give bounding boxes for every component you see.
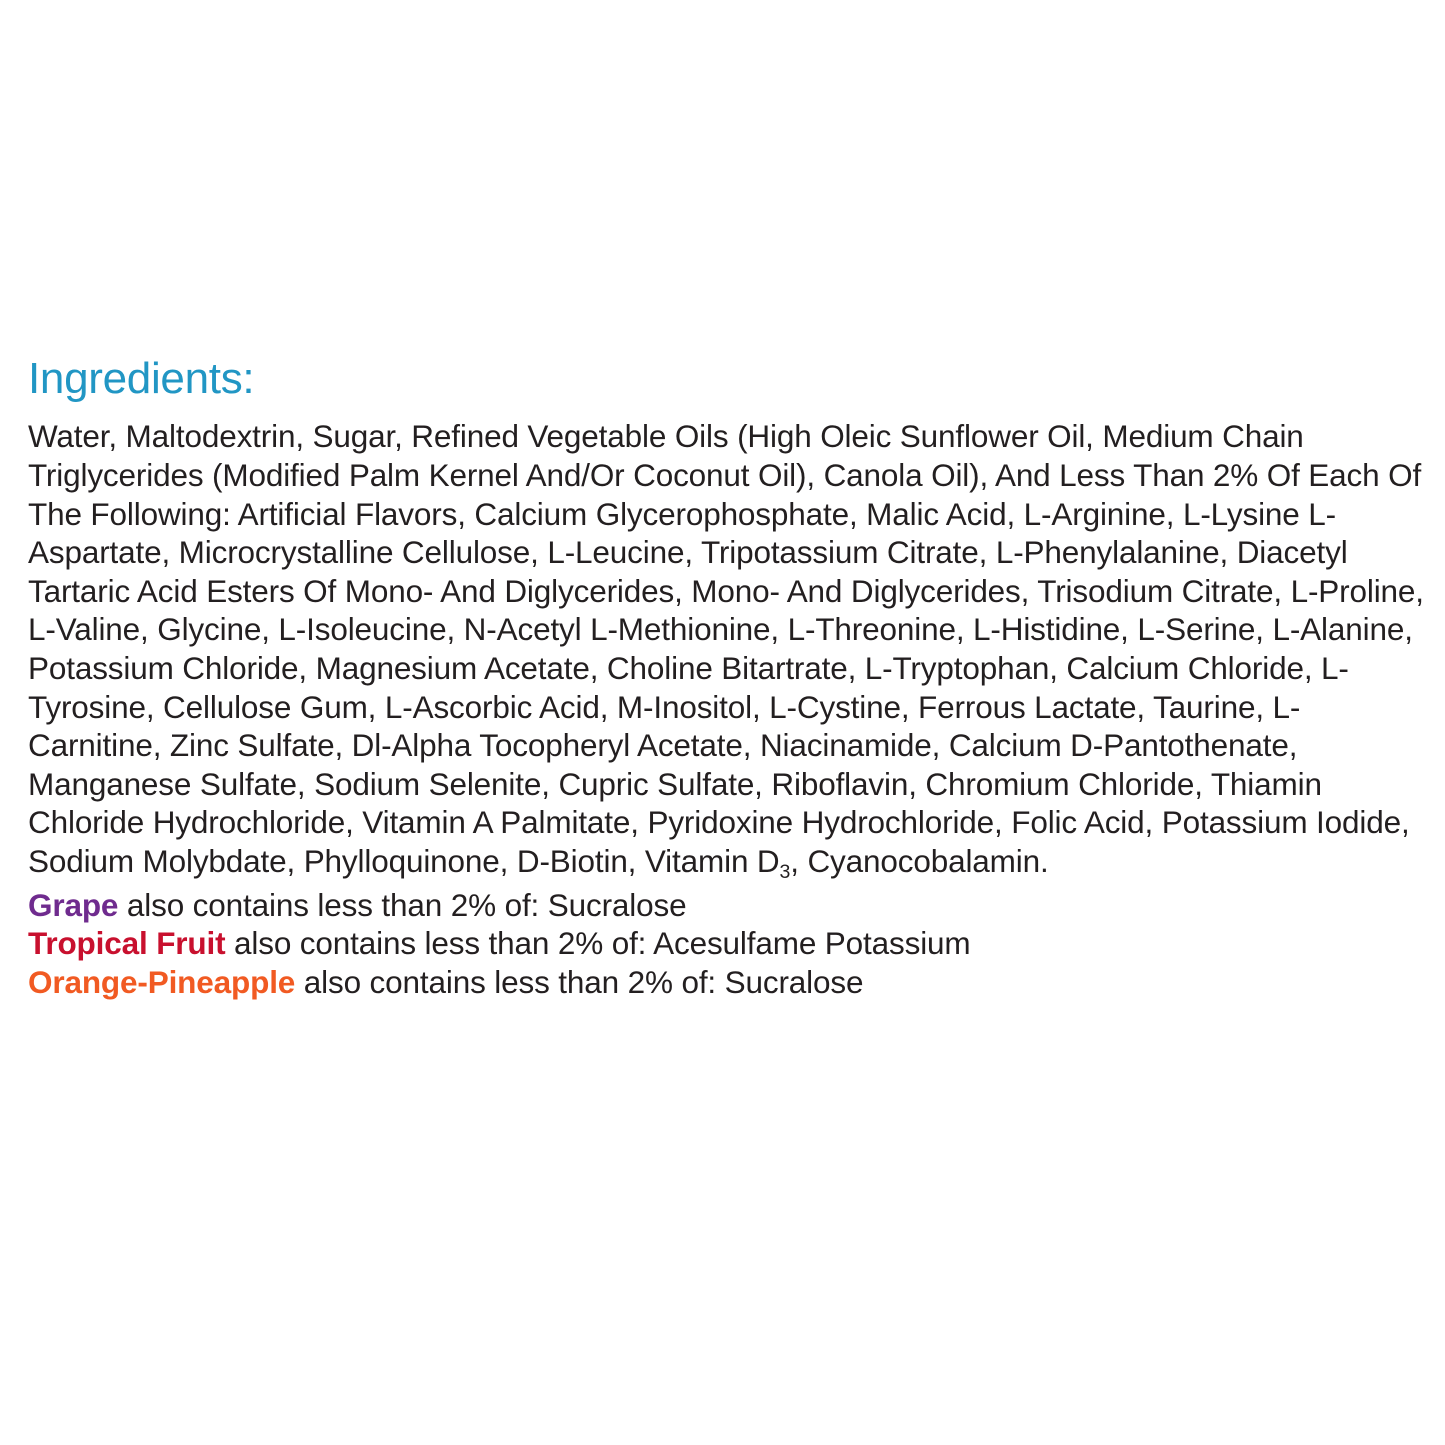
flavor-note-orange-pineapple	[28, 963, 1428, 1002]
flavor-note-grape	[28, 886, 1428, 925]
page-title: Ingredients:	[28, 354, 255, 403]
ingredients-text-part-2: , Cyanocobalamin.	[790, 842, 1049, 879]
flavor-name-grape: Grape	[28, 886, 119, 923]
flavor-note-text-orange-pineapple: also contains less than 2% of: Sucralose	[295, 963, 864, 1000]
vitamin-d3-subscript: 3	[779, 860, 791, 883]
ingredients-panel	[28, 355, 1428, 1001]
flavor-note-tropical-fruit	[28, 924, 1428, 963]
ingredients-text-part-1: Water, Maltodextrin, Sugar, Refined Vegetable Oils (High Oleic Sunflower Oil, Medium Chain Triglycerides (Modified Palm Kernel And/Or Coconut Oil), Canola Oil), And Less Than 2% Of Each Of The Following: Artificial Flavors, Calcium Glycerophosphate, Malic Acid, L-Arginine, L-Lysine L-Aspartate, Microcrystalline Cellulose, L-Leucine, Tripotassium Citrate, L-Phenylalanine, Diacetyl Tartaric Acid Esters Of Mono- And Diglycerides, Mono- And Diglycerides, Trisodium Citrate, L-Proline, L-Valine, Glycine, L-Isoleucine, N-Acetyl L-Methionine, L-Threonine, L-Histidine, L-Serine, L-Alanine, Potassium Chloride, Magnesium Acetate, Choline Bitartrate, L-Tryptophan, Calcium Chloride, L-Tyrosine, Cellulose Gum, L-Ascorbic Acid, M-Inositol, L-Cystine, Ferrous Lactate, Taurine, L-Carnitine, Zinc Sulfate, Dl-Alpha Tocopheryl Acetate, Niacinamide, Calcium D-Pantothenate, Manganese Sulfate, Sodium Selenite, Cupric Sulfate, Riboflavin, Chromium Chloride, Thiamin Chloride Hydrochloride, Vitamin A Palmitate, Pyridoxine Hydrochloride, Folic Acid, Potassium Iodide, Sodium Molybdate, Phylloquinone, D-Biotin, Vitamin D	[28, 418, 1424, 879]
flavor-note-text-grape: also contains less than 2% of: Sucralose	[118, 886, 687, 923]
flavor-name-tropical-fruit: Tropical Fruit	[28, 925, 226, 962]
ingredients-paragraph	[28, 417, 1430, 885]
flavor-name-orange-pineapple: Orange-Pineapple	[28, 963, 296, 1000]
flavor-note-text-tropical-fruit: also contains less than 2% of: Acesulfame Potassium	[225, 925, 971, 962]
